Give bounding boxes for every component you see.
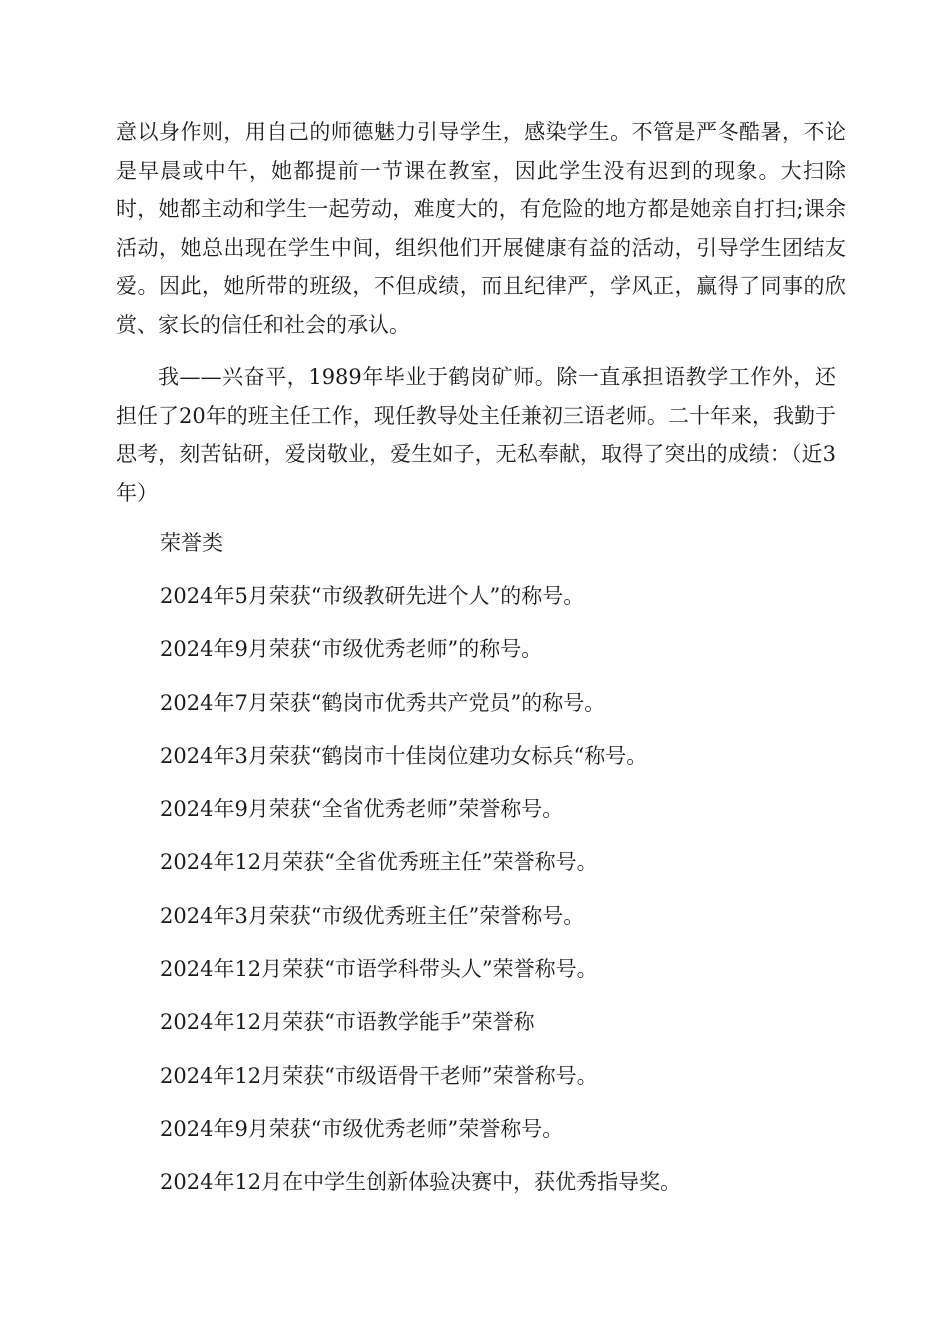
honor-item: 2024年3月荣获“鹤岗市十佳岗位建功女标兵“称号。 (160, 743, 648, 768)
section-heading-honors: 荣誉类 (160, 531, 223, 555)
honor-item: 2024年12月荣获“全省优秀班主任”荣誉称号。 (160, 850, 598, 875)
honor-item: 2024年12月荣获“市语教学能手”荣誉称 (160, 1010, 535, 1035)
honor-item: 2024年12月荣获“市语学科带头人”荣誉称号。 (160, 957, 598, 982)
honors-list (160, 580, 681, 1220)
paragraph-teacher-conduct: 意以身作则，用自己的师德魅力引导学生，感染学生。不管是严冬酷暑，不论是早晨或中午，她都提前一节课在教室，因此学生没有迟到的现象。大扫除时，她都主动和学生一起劳动，难度大的，有危险的地方都是她亲自打扫;课余活动，她总出现在学生中间，组织他们开展健康有益的活动，引导学生团结友爱。因此，她所带的班级，不但成绩，而且纪律严，学风正，赢得了同事的欣赏、家长的信任和社会的承认。 (116, 120, 846, 337)
honor-item: 2024年3月荣获“市级优秀班主任”荣誉称号。 (160, 903, 585, 928)
honor-item: 2024年5月荣获“市级教研先进个人”的称号。 (160, 584, 585, 608)
honor-item: 2024年9月荣获“市级优秀老师”的称号。 (160, 637, 543, 662)
honor-item: 2024年9月荣获“全省优秀老师”荣誉称号。 (160, 797, 564, 822)
honor-item: 2024年12月荣获“市级语骨干老师”荣誉称号。 (160, 1063, 598, 1088)
paragraph-self-introduction: 我——兴奋平，1989年毕业于鹤岗矿师。除一直承担语教学工作外，还担任了20年的班主任工作，现任教导处主任兼初三语老师。二十年来，我勤于思考，刻苦钻研，爱岗敬业，爱生如子，无私奉献，取得了突出的成绩：（近3年） (116, 365, 836, 505)
honor-item: 2024年7月荣获“鹤岗市优秀共产党员”的称号。 (160, 690, 606, 715)
honor-item: 2024年12月在中学生创新体验决赛中，获优秀指导奖。 (160, 1170, 682, 1195)
honor-item: 2024年9月荣获“市级优秀老师”荣誉称号。 (160, 1116, 564, 1141)
